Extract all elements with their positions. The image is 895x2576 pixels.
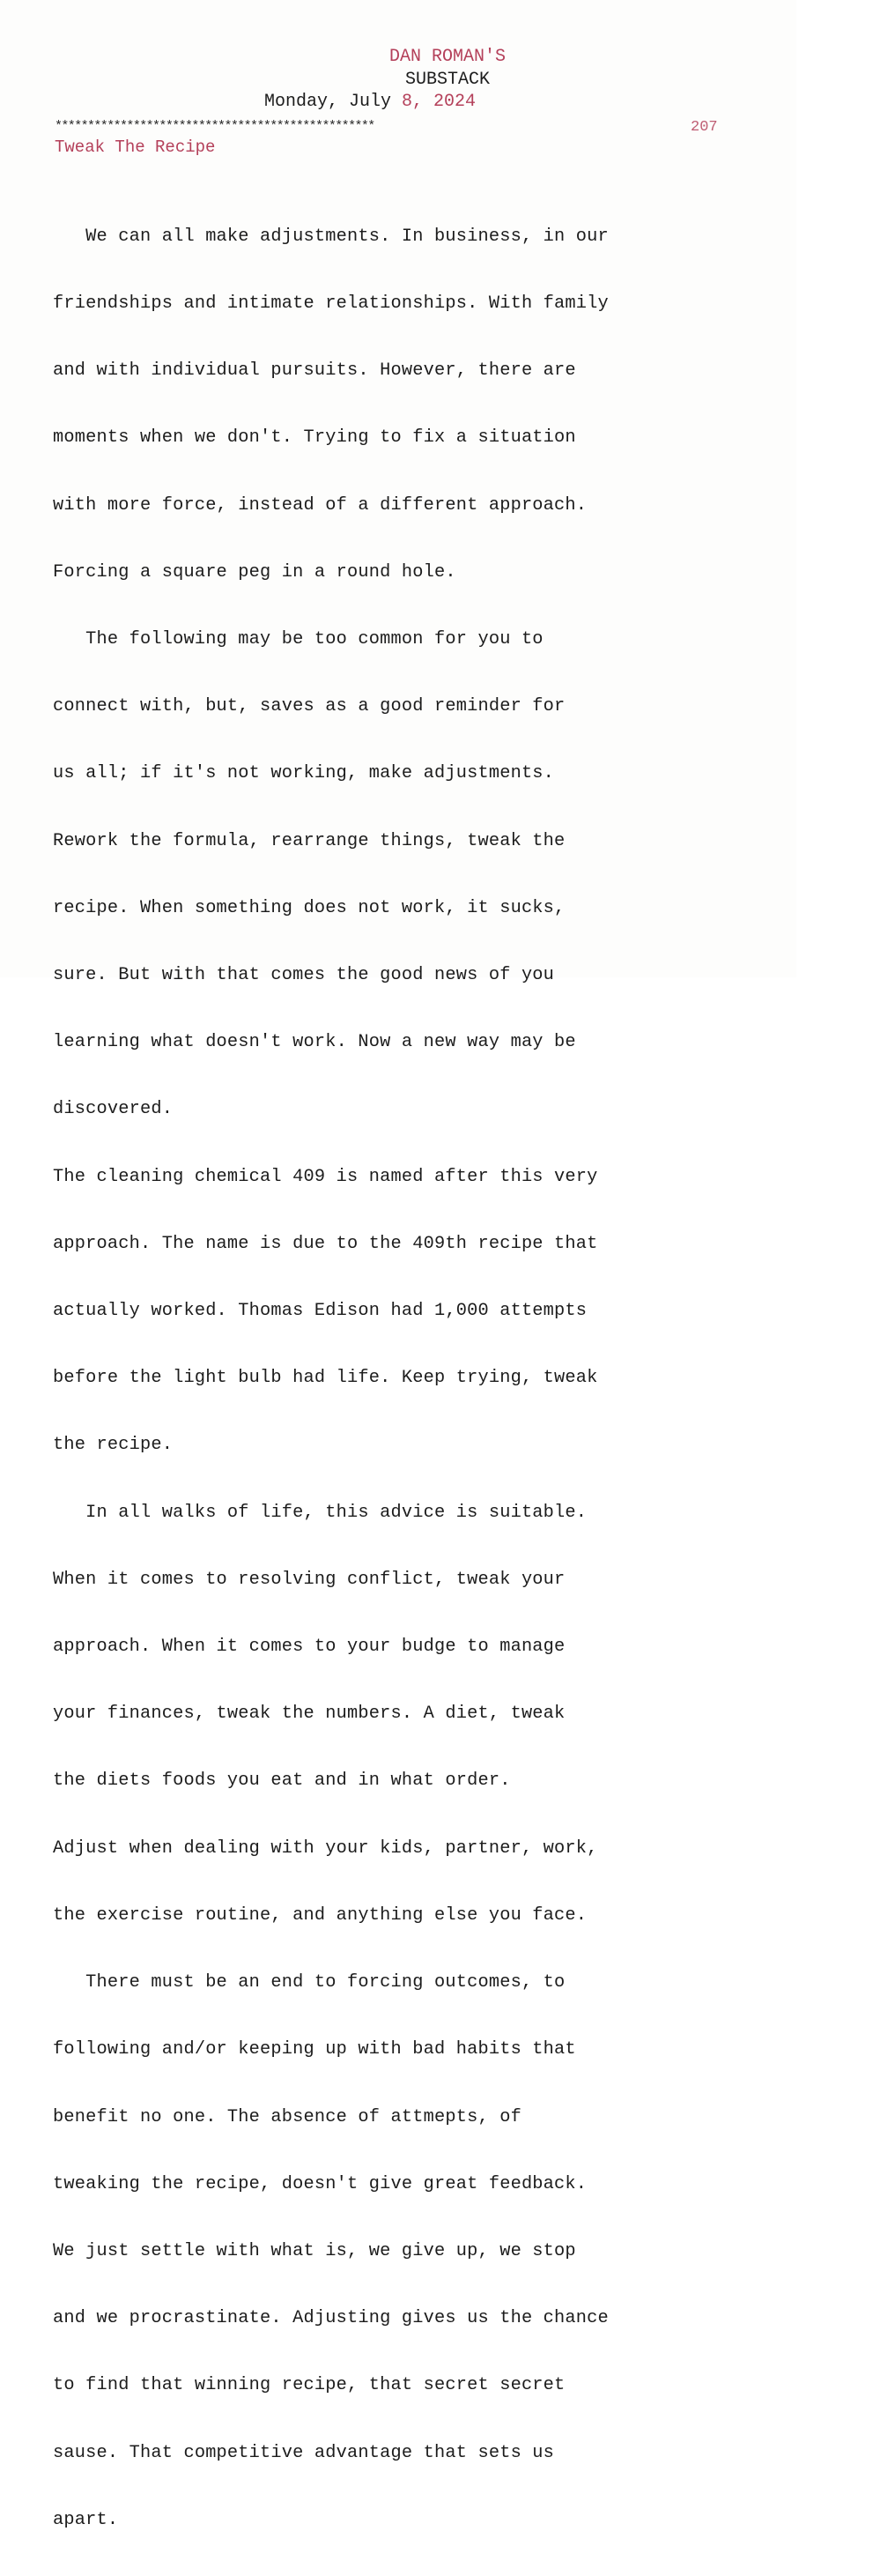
article-title: Tweak The Recipe [55, 137, 216, 157]
body-line: In all walks of life, this advice is suitable. [53, 1502, 588, 1523]
body-line: When it comes to resolving conflict, tweak your [53, 1569, 566, 1590]
body-line: your finances, tweak the numbers. A diet, tweak [53, 1704, 566, 1725]
body-line: following and/or keeping up with bad habits that [53, 2039, 576, 2060]
body-line: friendships and intimate relationships. With family [53, 293, 609, 315]
body-line: apart. [53, 2509, 119, 2530]
date-year: 2024 [423, 92, 477, 112]
body-line: with more force, instead of a different approach. [53, 494, 588, 516]
body-line: The following may be too common for you to [53, 629, 544, 650]
body-line: moments when we don't. Trying to fix a situation [53, 427, 576, 449]
article-body [53, 181, 609, 2576]
publication-heading: SUBSTACK [404, 70, 490, 90]
body-line: Forcing a square peg in a round hole. [53, 561, 456, 583]
date-day: 8, [402, 92, 424, 112]
body-line: actually worked. Thomas Edison had 1,000 attempts [53, 1301, 588, 1322]
body-line: approach. The name is due to the 409th recipe that [53, 1233, 598, 1254]
body-line: There must be an end to forcing outcomes, to [53, 1972, 566, 1993]
body-line: recipe. When something does not work, it sucks, [53, 897, 566, 918]
body-line: sause. That competitive advantage that sets us [53, 2442, 555, 2463]
body-line: discovered. [53, 1099, 174, 1120]
body-line: sure. But with that comes the good news of you [53, 965, 555, 986]
body-line: and we procrastinate. Adjusting gives us the chance [53, 2308, 609, 2329]
page-number: 207 [691, 119, 718, 136]
body-line: us all; if it's not working, make adjustments. [53, 763, 555, 784]
body-line: benefit no one. The absence of attmepts, of [53, 2106, 521, 2127]
asterisk-divider: ************************************************* [55, 119, 374, 134]
body-line: Adjust when dealing with your kids, partner, work, [53, 1837, 598, 1859]
body-line: the exercise routine, and anything else you face. [53, 1904, 588, 1926]
body-line: learning what doesn't work. Now a new way may be [53, 1032, 576, 1053]
author-heading: DAN ROMAN'S [388, 47, 507, 67]
body-line: the diets foods you eat and in what order. [53, 1771, 511, 1792]
body-line: and with individual pursuits. However, there are [53, 360, 576, 382]
body-line: to find that winning recipe, that secret secret [53, 2375, 566, 2396]
body-line: Rework the formula, rearrange things, tweak the [53, 830, 566, 851]
body-line: the recipe. [53, 1435, 174, 1456]
body-line: We just settle with what is, we give up, we stop [53, 2240, 576, 2261]
body-line: The cleaning chemical 409 is named after this very [53, 1166, 598, 1187]
date-line [264, 91, 476, 114]
date-prefix: Monday, July [264, 92, 403, 112]
body-line: We can all make adjustments. In business, in our [53, 226, 609, 247]
body-line: connect with, but, saves as a good reminder for [53, 696, 566, 717]
body-line: tweaking the recipe, doesn't give great feedback. [53, 2173, 588, 2194]
body-line: before the light bulb had life. Keep trying, tweak [53, 1368, 598, 1389]
body-line: approach. When it comes to your budge to manage [53, 1637, 566, 1658]
